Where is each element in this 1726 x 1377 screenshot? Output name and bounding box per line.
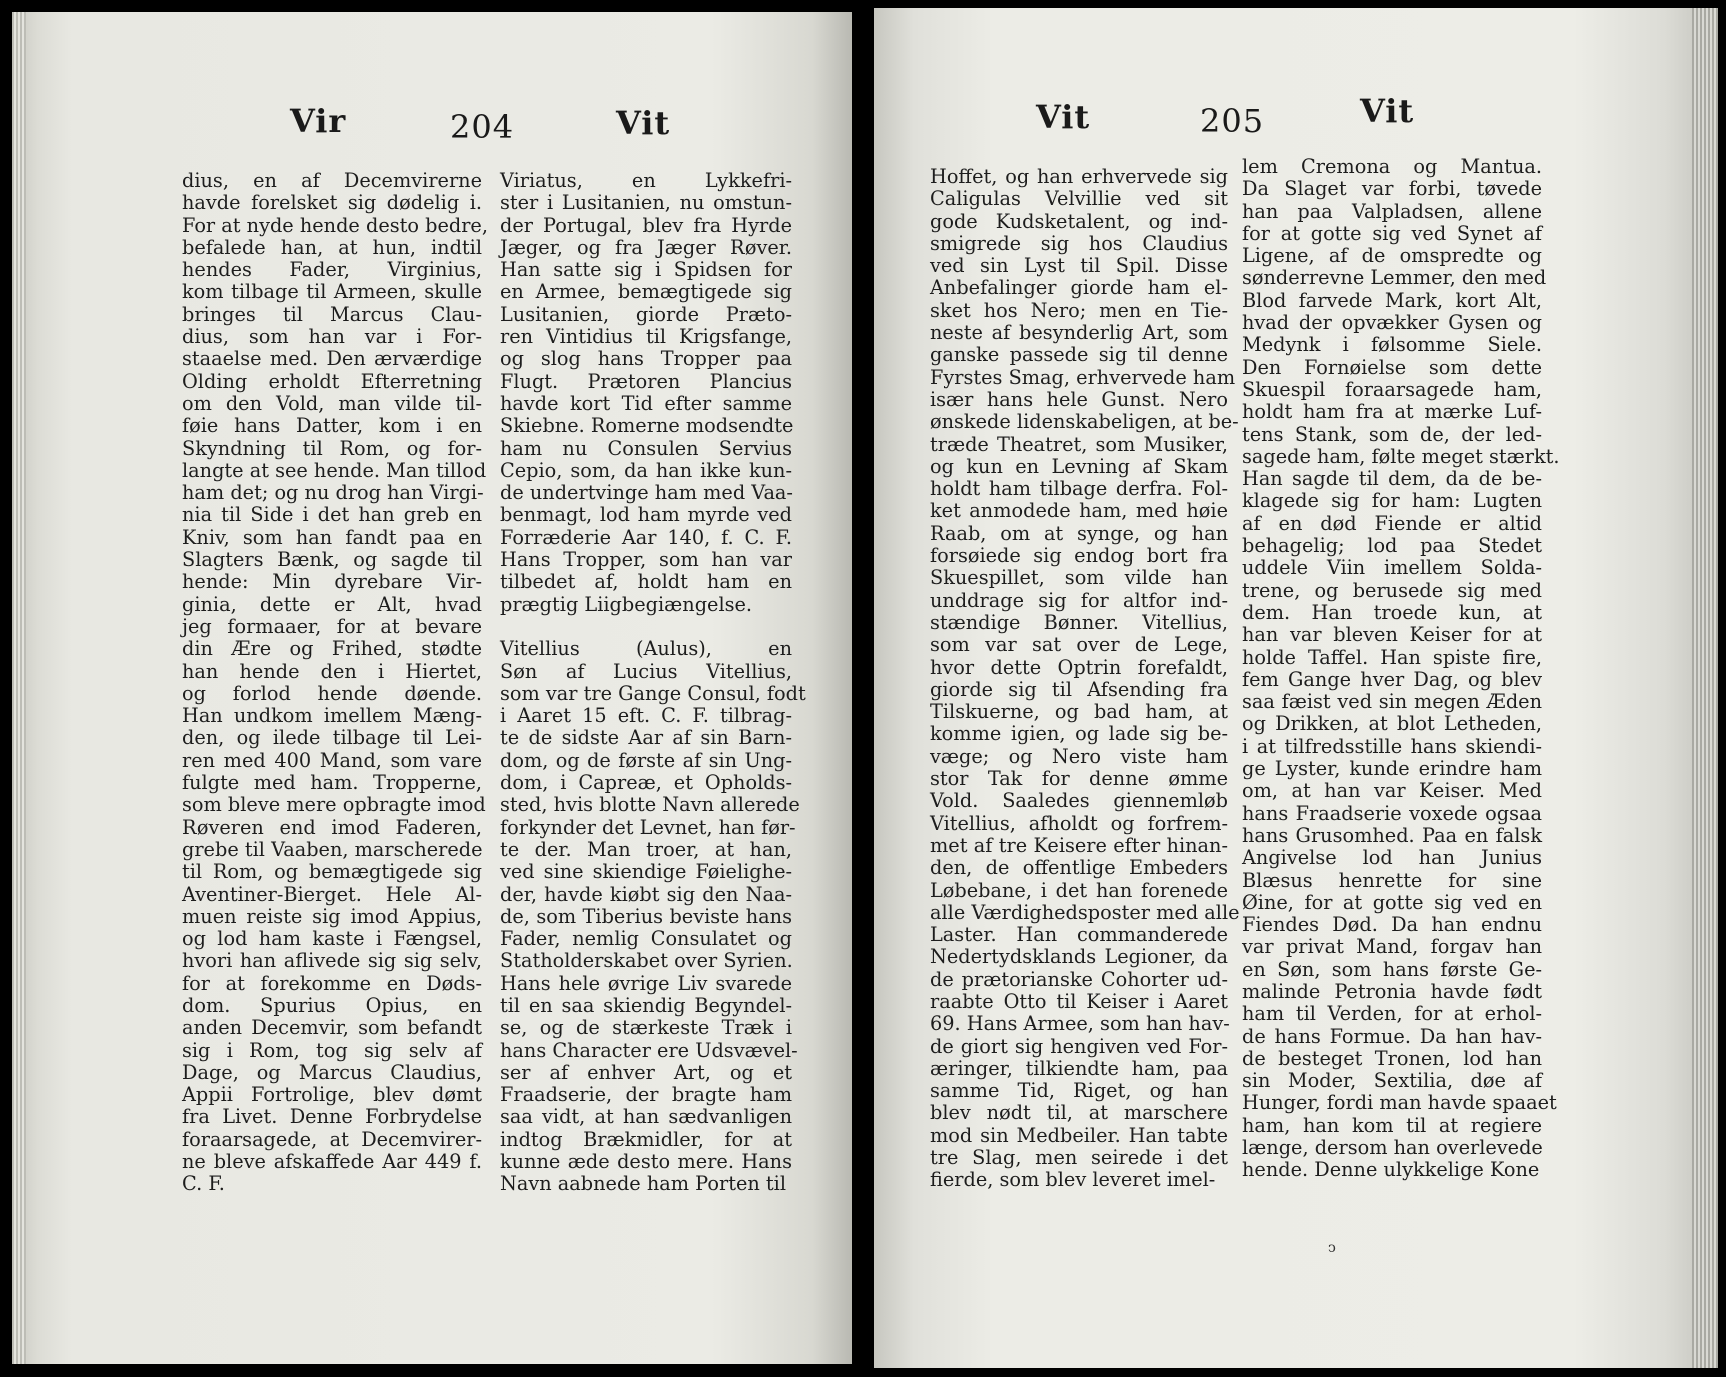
- text-line: hendes Fader, Virginius,: [182, 258, 482, 282]
- text-line: hans Fraadserie voxede ogsaa: [1242, 801, 1542, 825]
- text-line: ved sin Lyst til Spil. Disse: [930, 254, 1228, 278]
- text-line: Ligene, af de omspredte og: [1242, 244, 1542, 268]
- text-line: Viriatus, en Lykkefri-: [500, 169, 792, 192]
- text-line: ønskede lidenskabeligen, at be-: [930, 410, 1239, 434]
- text-line: lem Cremona og Mantua.: [1242, 155, 1542, 178]
- text-line: stændige Bønner. Vitellius,: [930, 610, 1228, 634]
- text-line: C. F.: [182, 1172, 225, 1196]
- running-head-left: Vit: [1036, 98, 1091, 136]
- text-line: og slog hans Tropper paa: [500, 347, 792, 371]
- text-line: klagede sig for ham: Lugten: [1242, 489, 1542, 513]
- text-line: til en saa skiendig Begyndel-: [500, 993, 792, 1017]
- text-line: dius, en af Decemvirerne: [182, 169, 482, 192]
- text-line: Fiendes Død. Da han endnu: [1242, 913, 1542, 937]
- text-line: som var sat over de Lege,: [930, 633, 1228, 657]
- text-line: Øine, for at gotte sig ved en: [1242, 890, 1542, 914]
- text-line: den, de offentlige Embeders: [930, 856, 1228, 880]
- text-line: Blæsus henrette for sine: [1242, 868, 1542, 892]
- text-line: den, og ilede tilbage til Lei-: [182, 726, 482, 750]
- text-line: hende. Denne ulykkelige Kone: [1242, 1158, 1540, 1182]
- text-line: neste af besynderlig Art, som: [930, 321, 1228, 345]
- text-line: Olding erholdt Efterretning: [182, 369, 482, 393]
- text-line: holde Taffel. Han spiste fire,: [1242, 645, 1542, 669]
- text-line: staaelse med. Den ærværdige: [182, 347, 482, 371]
- text-line: af en død Fiende er altid: [1242, 511, 1542, 535]
- text-line: samme Tid, Riget, og han: [930, 1079, 1228, 1103]
- text-line: te der. Man troer, at han,: [500, 837, 792, 861]
- text-line: sted, hvis blotte Navn allerede: [500, 793, 800, 817]
- text-line: tre Slag, men seirede i det: [930, 1146, 1228, 1170]
- text-line: og kun en Levning af Skam: [930, 454, 1228, 478]
- text-line: saa vidt, at han sædvanligen: [500, 1105, 792, 1129]
- text-line: Skuespil foraarsagede ham,: [1242, 377, 1542, 401]
- text-line: fierde, som blev leveret imel-: [930, 1168, 1216, 1192]
- text-line: ved sine skiendige Føielighe-: [500, 860, 792, 884]
- text-line: væge; og Nero viste ham: [930, 744, 1228, 768]
- right-page: [874, 8, 1718, 1368]
- text-line: jeg formaaer, for at bevare: [182, 614, 482, 638]
- text-line: muen reiste sig imod Appius,: [182, 904, 482, 928]
- text-line: benmagt, lod ham myrde ved: [500, 503, 792, 527]
- text-line: blev nødt til, at marschere: [930, 1101, 1228, 1125]
- text-line: alle Værdighedsposter med alle: [930, 900, 1240, 924]
- text-line: Fraadserie, der bragte ham: [500, 1083, 792, 1107]
- text-line: de hans Formue. Da han hav-: [1242, 1024, 1542, 1048]
- text-line: han var bleven Keiser for at: [1242, 623, 1542, 647]
- text-line: Han sagde til dem, da de be-: [1242, 467, 1542, 491]
- text-line: anden Decemvir, som befandt: [182, 1016, 482, 1040]
- running-head-right: Vit: [1360, 92, 1415, 130]
- text-line: var privat Mand, forgav han: [1242, 935, 1542, 959]
- text-line: Angivelse lod han Junius: [1242, 846, 1542, 870]
- text-line: hvad der opvækker Gysen og: [1242, 311, 1542, 335]
- text-line: mod sin Medbeiler. Han tabte: [930, 1123, 1228, 1147]
- text-line: Navn aabnede ham Porten til: [500, 1172, 786, 1196]
- text-line: Skiebne. Romerne modsendte: [500, 414, 794, 438]
- text-line: Vold. Saaledes giennemløb: [930, 789, 1228, 813]
- text-line: ganske passede sig til denne: [930, 343, 1228, 367]
- left-page: [12, 12, 852, 1364]
- text-line: tilbedet af, holdt ham en: [500, 570, 792, 594]
- text-line: langte at see hende. Man tillod: [182, 458, 487, 482]
- text-line: Den Fornøielse som dette: [1242, 355, 1542, 379]
- text-line: de giort sig hengiven ved For-: [930, 1034, 1228, 1058]
- text-line: Slagters Bænk, og sagde til: [182, 548, 482, 572]
- text-line: kunne æde desto mere. Hans: [500, 1150, 792, 1174]
- text-line: især hans hele Gunst. Nero: [930, 387, 1228, 411]
- text-line: til Rom, og bemægtigede sig: [182, 860, 482, 884]
- text-line: stor Tak for denne ømme: [930, 767, 1228, 791]
- text-line: ne bleve afskaffede Aar 449 f.: [182, 1150, 482, 1174]
- text-line: dom. Spurius Opius, en: [182, 993, 482, 1017]
- text-line: ser af enhver Art, og et: [500, 1060, 792, 1084]
- text-line: Medynk i følsomme Siele.: [1242, 333, 1542, 357]
- text-line: Aventiner-Bierget. Hele Al-: [182, 882, 482, 906]
- text-line: Jæger, og fra Jæger Røver.: [500, 235, 792, 259]
- text-line: raabte Otto til Keiser i Aaret: [930, 989, 1228, 1013]
- text-line: grebe til Vaaben, marscherede: [182, 837, 483, 861]
- text-line: ge Lyster, kunde erindre ham: [1242, 757, 1542, 781]
- text-line: Statholderskabet over Syrien.: [500, 949, 793, 973]
- text-line: i at tilfredsstille hans skiendi-: [1242, 734, 1542, 758]
- text-line: hans Character ere Udsvævel-: [500, 1038, 798, 1062]
- page-edge: [1692, 8, 1718, 1368]
- text-line: Kniv, som han fandt paa en: [182, 525, 482, 549]
- text-line: Forræderie Aar 140, f. C. F.: [500, 525, 792, 549]
- text-line: foraarsagede, at Decemvirer-: [182, 1127, 482, 1151]
- text-line: uddele Viin imellem Solda-: [1242, 556, 1542, 580]
- text-line: Skyndning til Rom, og for-: [182, 436, 482, 460]
- text-line: ket anmodede ham, med høie: [930, 499, 1228, 523]
- text-line: tens Stank, som de, der led-: [1242, 422, 1542, 446]
- text-line: behagelig; lod paa Stedet: [1242, 534, 1542, 558]
- text-line: hvori han aflivede sig sig selv,: [182, 949, 482, 973]
- text-line: træde Theatret, som Musiker,: [930, 432, 1228, 456]
- text-line: havde kort Tid efter samme: [500, 391, 792, 415]
- page-number: 204: [450, 108, 515, 146]
- text-line: Skuespillet, som vilde han: [930, 566, 1228, 590]
- text-line: fem Gange hver Dag, og blev: [1242, 667, 1542, 691]
- text-line: smigrede sig hos Claudius: [930, 231, 1228, 255]
- text-line: der, havde kiøbt sig den Naa-: [500, 882, 792, 906]
- text-line: ham til Verden, for at erhol-: [1242, 1002, 1542, 1026]
- text-line: For at nyde hende desto bedre,: [182, 213, 488, 237]
- text-line: Vitellius (Aulus), en: [500, 637, 792, 661]
- text-line: malinde Petronia havde født: [1242, 979, 1542, 1003]
- text-line: indtog Brækmidler, for at: [500, 1127, 792, 1151]
- running-head-right: Vit: [616, 104, 671, 142]
- text-line: havde forelsket sig dødelig i.: [182, 191, 482, 215]
- text-line: Hans Tropper, som han var: [500, 548, 792, 572]
- text-line: komme igien, og lade sig be-: [930, 722, 1228, 746]
- text-line: som var tre Gange Consul, fodt: [500, 681, 806, 705]
- text-line: Hunger, fordi man havde spaaet: [1242, 1091, 1557, 1115]
- text-line: ham nu Consulen Servius: [500, 436, 792, 460]
- text-line: nia til Side i det han greb en: [182, 503, 482, 527]
- text-line: Blod farvede Mark, kort Alt,: [1242, 288, 1542, 312]
- text-line: fra Livet. Denne Forbrydelse: [182, 1105, 482, 1129]
- text-line: saa fæist ved sin megen Æden: [1242, 690, 1542, 714]
- page-edge: [12, 12, 26, 1364]
- text-line: Vitellius, afholdt og forfrem-: [930, 811, 1228, 835]
- text-line: Dage, og Marcus Claudius,: [182, 1060, 482, 1084]
- text-line: unddrage sig for altfor ind-: [930, 588, 1228, 612]
- text-line: de undertvinge ham med Vaa-: [500, 481, 793, 505]
- text-line: æringer, tilkiendte ham, paa: [930, 1056, 1228, 1080]
- text-column-2: [500, 169, 806, 1196]
- text-line: Lusitanien, giorde Præto-: [500, 302, 792, 326]
- text-line: [500, 616, 792, 638]
- text-line: dem. Han troede kun, at: [1242, 600, 1542, 624]
- text-line: ham det; og nu drog han Virgi-: [182, 481, 484, 505]
- text-line: ren med 400 Mand, som vare: [182, 748, 482, 772]
- text-line: Løbebane, i det han forenede: [930, 878, 1228, 902]
- text-line: din Ære og Frihed, stødte: [182, 637, 482, 661]
- text-line: Hoffet, og han erhvervede sig: [930, 165, 1228, 188]
- text-line: en Armee, bemægtigede sig: [500, 280, 792, 304]
- text-line: prægtig Liigbegiængelse.: [500, 592, 753, 616]
- text-line: Laster. Han commanderede: [930, 923, 1228, 947]
- text-line: Hans hele øvrige Liv svarede: [500, 971, 792, 995]
- text-line: ren Vintidius til Krigsfange,: [500, 325, 792, 349]
- text-line: fulgte med ham. Tropperne,: [182, 771, 482, 795]
- text-line: Søn af Lucius Vitellius,: [500, 659, 792, 683]
- text-line: holdt ham fra at mærke Luf-: [1242, 400, 1542, 424]
- running-head-left: Vir: [290, 102, 347, 140]
- text-line: Tilskuerne, og bad ham, at: [930, 700, 1228, 724]
- text-line: met af tre Keisere efter hinan-: [930, 833, 1228, 857]
- text-line: 69. Hans Armee, som han hav-: [930, 1012, 1230, 1036]
- text-line: giorde sig til Afsending fra: [930, 677, 1228, 701]
- text-line: han hende den i Hiertet,: [182, 659, 482, 683]
- text-column-1: [930, 165, 1240, 1192]
- text-line: og forlod hende døende.: [182, 681, 482, 705]
- text-line: Fader, nemlig Consulatet og: [500, 927, 792, 951]
- text-line: længe, dersom han overlevede: [1242, 1136, 1543, 1160]
- page-number: 205: [1200, 102, 1265, 140]
- text-line: sagede ham, følte meget stærkt.: [1242, 444, 1560, 468]
- text-line: sønderrevne Lemmer, den med: [1242, 266, 1547, 290]
- text-line: om, at han var Keiser. Med: [1242, 779, 1542, 803]
- text-line: Caligulas Velvillie ved sit: [930, 187, 1228, 211]
- text-line: og Drikken, at blot Letheden,: [1242, 712, 1542, 736]
- text-line: befalede han, at hun, indtil: [182, 235, 482, 259]
- text-line: en Søn, som hans første Ge-: [1242, 957, 1542, 981]
- text-line: trene, og berusede sig med: [1242, 578, 1542, 602]
- text-line: Cepio, som, da han ikke kun-: [500, 458, 792, 482]
- text-line: de, som Tiberius beviste hans: [500, 904, 792, 928]
- text-line: ginia, dette er Alt, hvad: [182, 592, 482, 616]
- text-line: Anbefalinger giorde ham el-: [930, 276, 1228, 300]
- text-line: som bleve mere opbragte imod: [182, 793, 486, 817]
- text-line: forsøiede sig endog bort fra: [930, 544, 1228, 568]
- text-line: han paa Valpladsen, allene: [1242, 199, 1542, 223]
- text-line: sig i Rom, tog sig selv af: [182, 1038, 482, 1062]
- text-line: bringes til Marcus Clau-: [182, 302, 482, 326]
- text-line: om den Vold, man vilde til-: [182, 391, 482, 415]
- text-line: sin Moder, Sextilia, døe af: [1242, 1069, 1542, 1093]
- text-line: føie hans Datter, kom i en: [182, 414, 482, 438]
- text-line: ham, han kom til at regiere: [1242, 1113, 1542, 1137]
- text-line: Da Slaget var forbi, tøvede: [1242, 177, 1542, 201]
- text-line: hvor dette Optrin forefaldt,: [930, 655, 1228, 679]
- text-line: Appii Fortrolige, blev dømt: [182, 1083, 482, 1107]
- text-line: og lod ham kaste i Fængsel,: [182, 927, 482, 951]
- text-line: ster i Lusitanien, nu omstun-: [500, 191, 792, 215]
- text-line: der Portugal, blev fra Hyrde: [500, 213, 792, 237]
- footer-mark: ↄ: [1328, 1240, 1336, 1256]
- text-line: for at forekomme en Døds-: [182, 971, 482, 995]
- text-line: i Aaret 15 eft. C. F. tilbrag-: [500, 704, 792, 728]
- text-line: hans Grusomhed. Paa en falsk: [1242, 823, 1542, 847]
- text-line: holdt ham tilbage derfra. Fol-: [930, 477, 1228, 501]
- text-line: for at gotte sig ved Synet af: [1242, 221, 1542, 245]
- text-line: Han undkom imellem Mæng-: [182, 704, 482, 728]
- text-line: dom, og de første af sin Ung-: [500, 748, 792, 772]
- text-line: Raab, om at synge, og han: [930, 521, 1228, 545]
- text-column-1: [182, 169, 488, 1196]
- text-column-2: [1242, 155, 1560, 1182]
- text-line: hende: Min dyrebare Vir-: [182, 570, 482, 594]
- text-line: Røveren end imod Faderen,: [182, 815, 482, 839]
- text-line: Nedertydsklands Legioner, da: [930, 945, 1228, 969]
- text-line: Fyrstes Smag, erhvervede ham: [930, 365, 1236, 389]
- text-line: forkynder det Levnet, han før-: [500, 815, 796, 839]
- text-line: gode Kudsketalent, og ind-: [930, 209, 1228, 233]
- text-line: se, og de stærkeste Træk i: [500, 1016, 792, 1040]
- text-line: Han satte sig i Spidsen for: [500, 258, 792, 282]
- text-line: de besteget Tronen, lod han: [1242, 1046, 1542, 1070]
- text-line: dom, i Capreæ, et Opholds-: [500, 771, 792, 795]
- text-line: Flugt. Prætoren Plancius: [500, 369, 792, 393]
- text-line: kom tilbage til Armeen, skulle: [182, 280, 482, 304]
- text-line: dius, som han var i For-: [182, 325, 482, 349]
- text-line: te de sidste Aar af sin Barn-: [500, 726, 792, 750]
- text-line: sket hos Nero; men en Tie-: [930, 298, 1228, 322]
- text-line: de prætorianske Cohorter ud-: [930, 967, 1228, 991]
